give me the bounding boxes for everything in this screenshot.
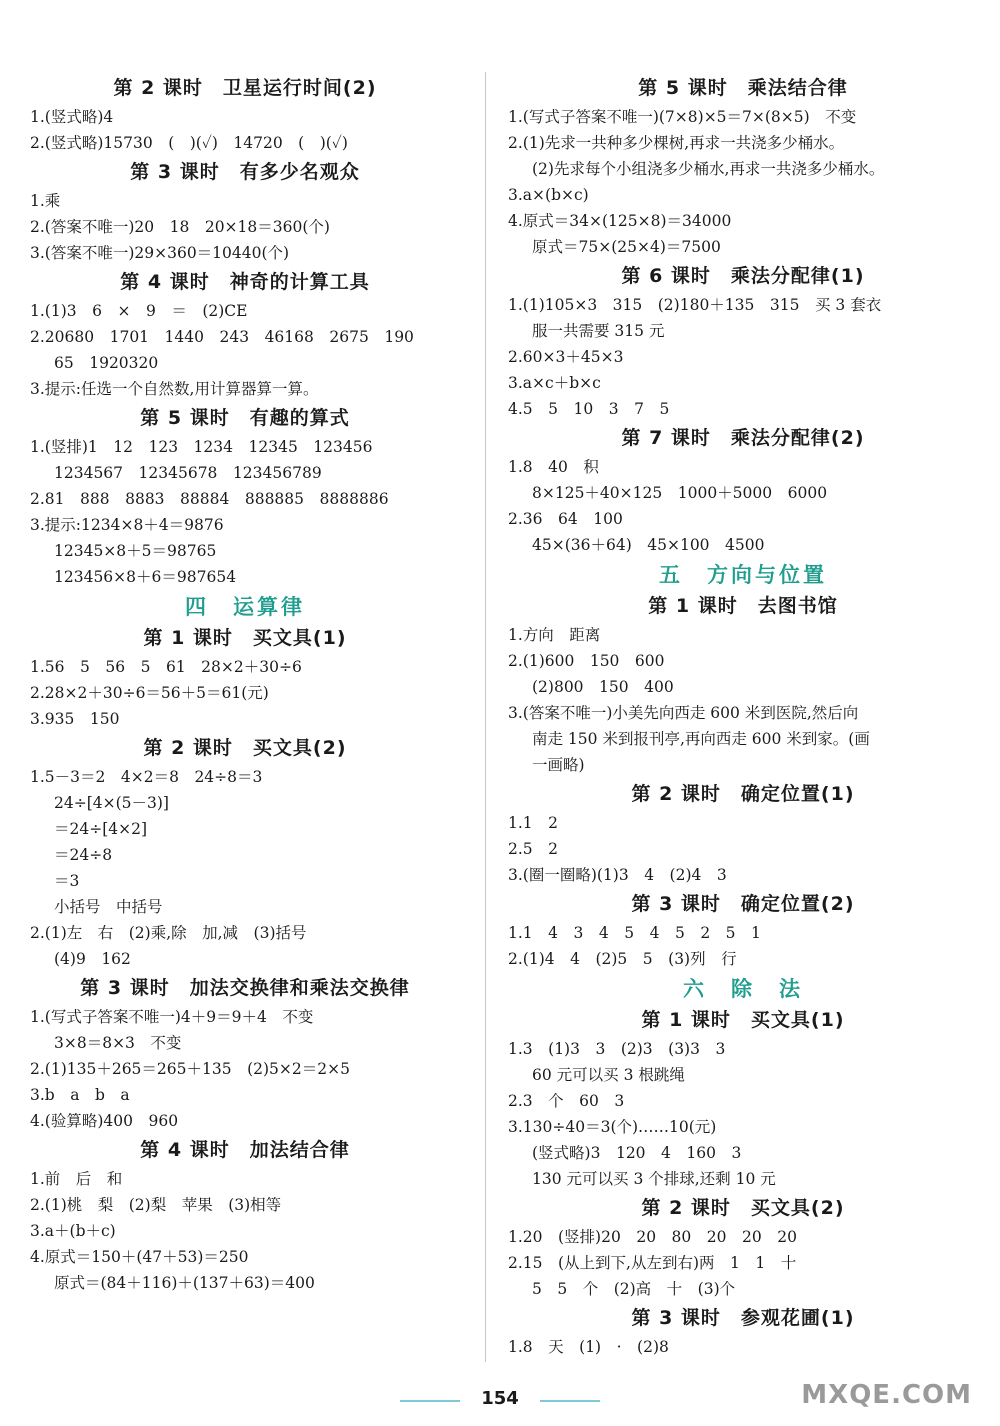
answer-line: 南走 150 米到报刊亭,再向西走 600 米到家。(画 [532, 730, 870, 748]
answer-line: 1.56 5 56 5 61 28×2＋30÷6 [30, 658, 302, 676]
answer-line: 3.提示:1234×8＋4＝9876 [30, 516, 224, 534]
answer-line: 1.20 (竖排)20 20 80 20 20 20 [508, 1228, 797, 1246]
answer-line: 65 1920320 [54, 354, 159, 372]
answer-line: 服一共需要 315 元 [532, 322, 665, 340]
answer-line: (4)9 162 [54, 950, 131, 968]
answer-line: 24÷[4×(5－3)] [54, 794, 169, 812]
answer-line: 3.a×(b×c) [508, 186, 589, 204]
answer-line: ＝3 [54, 872, 80, 890]
answer-line: 130 元可以买 3 个排球,还剩 10 元 [532, 1170, 776, 1188]
right-column [508, 72, 978, 1360]
lesson-heading: 第 3 课时 有多少名观众 [130, 161, 360, 183]
answer-line: 1.5－3＝2 4×2＝8 24÷8＝3 [30, 768, 263, 786]
answer-line: 123456×8＋6＝987654 [54, 568, 237, 586]
answer-line: 原式＝(84＋116)＋(137＋63)＝400 [54, 1274, 315, 1292]
answer-line: (竖式略)3 120 4 160 3 [532, 1144, 742, 1162]
answer-line: 1.1 2 [508, 814, 559, 832]
answer-line: 12345×8＋5＝98765 [54, 542, 217, 560]
answer-line: 2.36 64 100 [508, 510, 623, 528]
answer-line: 4.原式＝150＋(47＋53)＝250 [30, 1248, 249, 1266]
answer-line: 2.3 个 60 3 [508, 1092, 625, 1110]
left-column [30, 72, 460, 1296]
answer-line: ＝24÷8 [54, 846, 113, 864]
answer-line: (2)先求每个小组浇多少桶水,再求一共浇多少桶水。 [532, 160, 885, 178]
answer-line: 1.(写式子答案不唯一)(7×8)×5＝7×(8×5) 不变 [508, 108, 857, 126]
column-divider [485, 72, 486, 1362]
answer-line: 4.(验算略)400 960 [30, 1112, 179, 1130]
answer-line: 3.提示:任选一个自然数,用计算器算一算。 [30, 380, 319, 398]
answer-line: 2.28×2＋30÷6＝56＋5＝61(元) [30, 684, 269, 702]
answer-line: 60 元可以买 3 根跳绳 [532, 1066, 685, 1084]
answer-line: 1.(1)105×3 315 (2)180＋135 315 买 3 套衣 [508, 296, 882, 314]
lesson-heading: 第 1 课时 买文具(1) [641, 1009, 845, 1031]
answer-line: 1.8 40 积 [508, 458, 599, 476]
answer-line: 2.(1)先求一共种多少棵树,再求一共浇多少桶水。 [508, 134, 845, 152]
lesson-heading: 第 4 课时 加法结合律 [140, 1139, 350, 1161]
answer-line: 1.方向 距离 [508, 626, 601, 644]
answer-line: 3.a×c＋b×c [508, 374, 601, 392]
answer-line: 4.原式＝34×(125×8)＝34000 [508, 212, 732, 230]
answer-line: 2.(答案不唯一)20 18 20×18＝360(个) [30, 218, 330, 236]
lesson-heading: 第 1 课时 去图书馆 [648, 595, 838, 617]
answer-line: 1.1 4 3 4 5 4 5 2 5 1 [508, 924, 761, 942]
answer-line: 2.(1)135＋265＝265＋135 (2)5×2＝2×5 [30, 1060, 350, 1078]
unit-heading: 五 方向与位置 [659, 563, 827, 587]
answer-line: 4.5 5 10 3 7 5 [508, 400, 670, 418]
answer-line: 3.b a b a [30, 1086, 130, 1104]
answer-line: 2.(1)600 150 600 [508, 652, 665, 670]
answer-line: 2.60×3＋45×3 [508, 348, 624, 366]
answer-line: 小括号 中括号 [54, 898, 163, 916]
answer-line: 3×8＝8×3 不变 [54, 1034, 182, 1052]
lesson-heading: 第 3 课时 加法交换律和乘法交换律 [80, 977, 410, 999]
lesson-heading: 第 5 课时 有趣的算式 [140, 407, 350, 429]
answer-line: 3.(答案不唯一)小美先向西走 600 米到医院,然后向 [508, 704, 859, 722]
answer-line: 2.15 (从上到下,从左到右)两 1 1 十 [508, 1254, 797, 1272]
answer-line: 3.a＋(b＋c) [30, 1222, 116, 1240]
watermark-logo: MXQE.COM [801, 1380, 972, 1410]
lesson-heading: 第 5 课时 乘法结合律 [638, 77, 848, 99]
answer-line: 2.5 2 [508, 840, 559, 858]
lesson-heading: 第 4 课时 神奇的计算工具 [120, 271, 370, 293]
lesson-heading: 第 2 课时 卫星运行时间(2) [113, 77, 377, 99]
answer-line: 45×(36＋64) 45×100 4500 [532, 536, 765, 554]
answer-line: (2)800 150 400 [532, 678, 674, 696]
answer-line: 一画略) [532, 756, 585, 774]
answer-line: 2.(竖式略)15730 ( )(✓) 14720 ( )(✓) [30, 134, 348, 152]
answer-line: 1.8 天 (1) · (2)8 [508, 1338, 669, 1356]
lesson-heading: 第 2 课时 买文具(2) [143, 737, 347, 759]
lesson-heading: 第 7 课时 乘法分配律(2) [621, 427, 865, 449]
lesson-heading: 第 2 课时 买文具(2) [641, 1197, 845, 1219]
answer-line: 2.(1)桃 梨 (2)梨 苹果 (3)相等 [30, 1196, 282, 1214]
answer-line: 1.3 (1)3 3 (2)3 (3)3 3 [508, 1040, 726, 1058]
answer-line: 1234567 12345678 123456789 [54, 464, 322, 482]
lesson-heading: 第 6 课时 乘法分配律(1) [621, 265, 865, 287]
answer-line: 原式＝75×(25×4)＝7500 [532, 238, 721, 256]
answer-line: 2.(1)左 右 (2)乘,除 加,减 (3)括号 [30, 924, 307, 942]
page-number: 154 [481, 1388, 519, 1409]
answer-line: 3.(圈一圈略)(1)3 4 (2)4 3 [508, 866, 727, 884]
answer-line: 2.81 888 8883 88884 888885 8888886 [30, 490, 389, 508]
answer-line: 1.(竖式略)4 [30, 108, 114, 126]
answer-line: 5 5 个 (2)高 十 (3)个 [532, 1280, 736, 1298]
unit-heading: 四 运算律 [185, 595, 305, 619]
answer-line: 1.(竖排)1 12 123 1234 12345 123456 [30, 438, 373, 456]
lesson-heading: 第 2 课时 确定位置(1) [631, 783, 855, 805]
answer-line: 2.20680 1701 1440 243 46168 2675 190 [30, 328, 414, 346]
lesson-heading: 第 3 课时 参观花圃(1) [631, 1307, 855, 1329]
lesson-heading: 第 1 课时 买文具(1) [143, 627, 347, 649]
unit-heading: 六 除 法 [683, 977, 803, 1001]
lesson-heading: 第 3 课时 确定位置(2) [631, 893, 855, 915]
answer-line: 3.130÷40＝3(个)……10(元) [508, 1118, 717, 1136]
answer-line: ＝24÷[4×2] [54, 820, 148, 838]
answer-line: 1.前 后 和 [30, 1170, 123, 1188]
answer-line: 8×125＋40×125 1000＋5000 6000 [532, 484, 828, 502]
answer-line: 3.935 150 [30, 710, 120, 728]
answer-line: 1.(写式子答案不唯一)4＋9＝9＋4 不变 [30, 1008, 314, 1026]
answer-line: 2.(1)4 4 (2)5 5 (3)列 行 [508, 950, 737, 968]
answer-line: 1.(1)3 6 × 9 ＝ (2)CE [30, 302, 248, 320]
answer-line: 3.(答案不唯一)29×360＝10440(个) [30, 244, 290, 262]
answer-line: 1.乘 [30, 192, 61, 210]
